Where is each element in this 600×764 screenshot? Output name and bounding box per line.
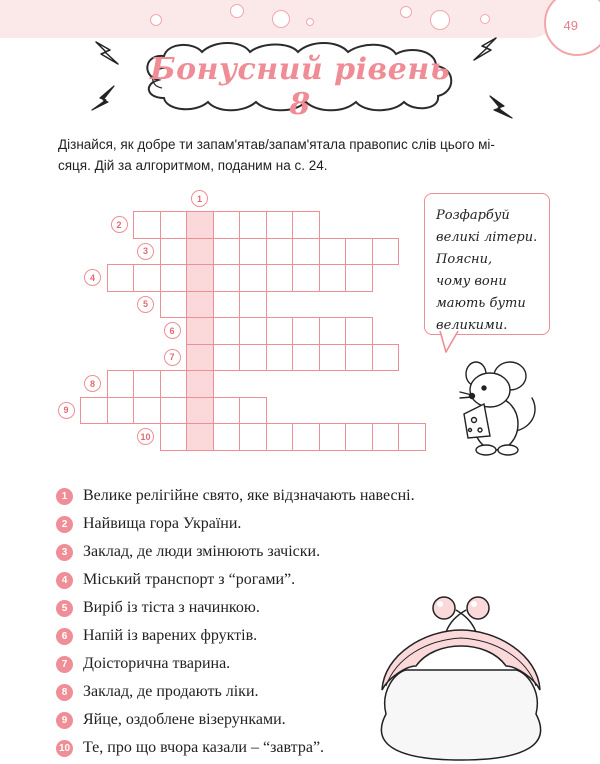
crossword-cell[interactable]	[319, 264, 347, 292]
clue-text: Яйце, оздоблене візерунками.	[83, 711, 286, 728]
crossword-cell[interactable]	[239, 238, 267, 266]
crossword-cell[interactable]	[160, 370, 188, 398]
crossword-cell[interactable]	[266, 317, 294, 345]
clue-item	[56, 680, 259, 704]
crossword-key-cell[interactable]	[186, 264, 214, 292]
crossword-cell[interactable]	[239, 423, 267, 451]
crossword-cell[interactable]	[160, 423, 188, 451]
crossword-cell[interactable]	[345, 264, 373, 292]
crossword-cell[interactable]	[160, 397, 188, 425]
clue-number: 5	[56, 600, 73, 617]
crossword-cell[interactable]	[213, 211, 241, 239]
crossword-number: 4	[84, 269, 101, 286]
clue-text: Виріб із тіста з начинкою.	[83, 599, 260, 616]
crossword-cell[interactable]	[80, 397, 108, 425]
crossword-key-cell[interactable]	[186, 344, 214, 372]
crossword-number: 6	[164, 322, 181, 339]
clue-number: 4	[56, 572, 73, 589]
crossword-cell[interactable]	[345, 317, 373, 345]
clue-number: 1	[56, 488, 73, 505]
crossword-cell[interactable]	[239, 264, 267, 292]
crossword-cell[interactable]	[292, 264, 320, 292]
crossword-cell[interactable]	[107, 264, 135, 292]
speech-line: великими.	[436, 318, 508, 333]
clue-number: 7	[56, 656, 73, 673]
bubble-decoration	[306, 18, 314, 26]
crossword-number: 8	[84, 375, 101, 392]
crossword-cell[interactable]	[266, 238, 294, 266]
clue-item	[56, 708, 286, 732]
crossword-key-cell[interactable]	[186, 397, 214, 425]
page-title: Бонусний рівень 8	[150, 52, 450, 122]
crossword-cell[interactable]	[292, 211, 320, 239]
clue-item	[56, 512, 241, 536]
crossword-cell[interactable]	[398, 423, 426, 451]
speech-line: чому вони	[436, 274, 507, 289]
crossword-cell[interactable]	[266, 264, 294, 292]
clue-text: Велике релігійне свято, яке відзначають навесні.	[83, 487, 415, 504]
clue-number: 3	[56, 544, 73, 561]
crossword-cell[interactable]	[160, 211, 188, 239]
crossword-cell[interactable]	[239, 397, 267, 425]
crossword-cell[interactable]	[345, 423, 373, 451]
crossword-cell[interactable]	[213, 264, 241, 292]
crossword-key-cell[interactable]	[186, 423, 214, 451]
crossword-cell[interactable]	[213, 344, 241, 372]
crossword-cell[interactable]	[292, 238, 320, 266]
crossword-cell[interactable]	[319, 423, 347, 451]
crossword-cell[interactable]	[213, 397, 241, 425]
crossword-cell[interactable]	[266, 423, 294, 451]
bubble-decoration	[150, 14, 162, 26]
clue-number: 6	[56, 628, 73, 645]
speech-line: Поясни,	[436, 252, 493, 267]
crossword-cell[interactable]	[239, 317, 267, 345]
bubble-decoration	[272, 10, 290, 28]
crossword-number: 9	[58, 402, 75, 419]
crossword-cell[interactable]	[213, 291, 241, 319]
clue-text: Те, про що вчора казали – “завтра”.	[83, 739, 325, 756]
crossword-cell[interactable]	[239, 211, 267, 239]
clue-text: Міський транспорт з “рогами”.	[83, 571, 296, 588]
lightning-icon	[88, 84, 118, 114]
crossword-number: 7	[164, 349, 181, 366]
crossword-cell[interactable]	[107, 397, 135, 425]
crossword-cell[interactable]	[319, 317, 347, 345]
crossword-cell[interactable]	[213, 423, 241, 451]
page-number: 49	[563, 18, 578, 33]
clue-number: 10	[56, 740, 73, 757]
clue-item	[56, 736, 324, 760]
crossword-key-cell[interactable]	[186, 370, 214, 398]
clue-text: Напій із варених фруктів.	[83, 627, 258, 644]
crossword-cell[interactable]	[133, 264, 161, 292]
crossword-cell[interactable]	[319, 344, 347, 372]
bubble-decoration	[400, 6, 412, 18]
clue-text: Доісторична тварина.	[83, 655, 231, 672]
coin-purse-illustration	[366, 594, 556, 762]
crossword-cell[interactable]	[239, 291, 267, 319]
crossword-cell[interactable]	[266, 344, 294, 372]
crossword-cell[interactable]	[266, 211, 294, 239]
crossword-key-cell[interactable]	[186, 238, 214, 266]
crossword-number: 1	[191, 190, 208, 207]
crossword-number: 3	[137, 243, 154, 260]
crossword-cell[interactable]	[160, 238, 188, 266]
lightning-icon	[486, 92, 516, 122]
crossword-cell[interactable]	[345, 344, 373, 372]
speech-line: Розфарбуй	[436, 208, 510, 223]
crossword-cell[interactable]	[107, 370, 135, 398]
crossword-cell[interactable]	[160, 291, 188, 319]
crossword-cell[interactable]	[133, 370, 161, 398]
clue-item	[56, 484, 415, 508]
crossword-cell[interactable]	[133, 397, 161, 425]
clue-number: 8	[56, 684, 73, 701]
speech-line: великі літери.	[436, 230, 538, 245]
bubble-decoration	[480, 14, 490, 24]
bubble-decoration	[430, 10, 450, 30]
crossword-cell[interactable]	[213, 238, 241, 266]
clue-item	[56, 624, 257, 648]
crossword-cell[interactable]	[292, 317, 320, 345]
speech-text	[436, 205, 546, 337]
crossword-cell[interactable]	[345, 238, 373, 266]
lightning-icon	[92, 38, 122, 68]
crossword-key-cell[interactable]	[186, 211, 214, 239]
crossword-key-cell[interactable]	[186, 291, 214, 319]
crossword-key-cell[interactable]	[186, 317, 214, 345]
crossword-cell[interactable]	[372, 238, 400, 266]
bubble-decoration	[230, 4, 244, 18]
lightning-icon	[470, 34, 500, 64]
speech-line: мають бути	[436, 296, 526, 311]
clue-item	[56, 652, 230, 676]
crossword-cell[interactable]	[133, 211, 161, 239]
clue-number: 2	[56, 516, 73, 533]
clue-item	[56, 596, 260, 620]
intro-text: Дізнайся, як добре ти запам'ятав/запам'ятала правопис слів цього мі- сяця. Дій за алгоритмом, поданим на с. 24.	[58, 137, 495, 173]
mouse-with-cheese-illustration	[440, 352, 550, 462]
crossword-cell[interactable]	[372, 423, 400, 451]
crossword-cell[interactable]	[292, 344, 320, 372]
crossword-cell[interactable]	[160, 264, 188, 292]
crossword-cell[interactable]	[213, 317, 241, 345]
crossword-cell[interactable]	[239, 344, 267, 372]
clue-item	[56, 540, 320, 564]
clue-text: Заклад, де продають ліки.	[83, 683, 259, 700]
crossword-number: 10	[137, 428, 154, 445]
clue-text: Найвища гора України.	[83, 515, 242, 532]
clue-text: Заклад, де люди змінюють зачіски.	[83, 543, 321, 560]
crossword-cell[interactable]	[319, 238, 347, 266]
crossword-cell[interactable]	[372, 344, 400, 372]
crossword-number: 5	[137, 296, 154, 313]
clue-item	[56, 568, 295, 592]
clue-number: 9	[56, 712, 73, 729]
crossword-cell[interactable]	[292, 423, 320, 451]
crossword-number: 2	[111, 216, 128, 233]
